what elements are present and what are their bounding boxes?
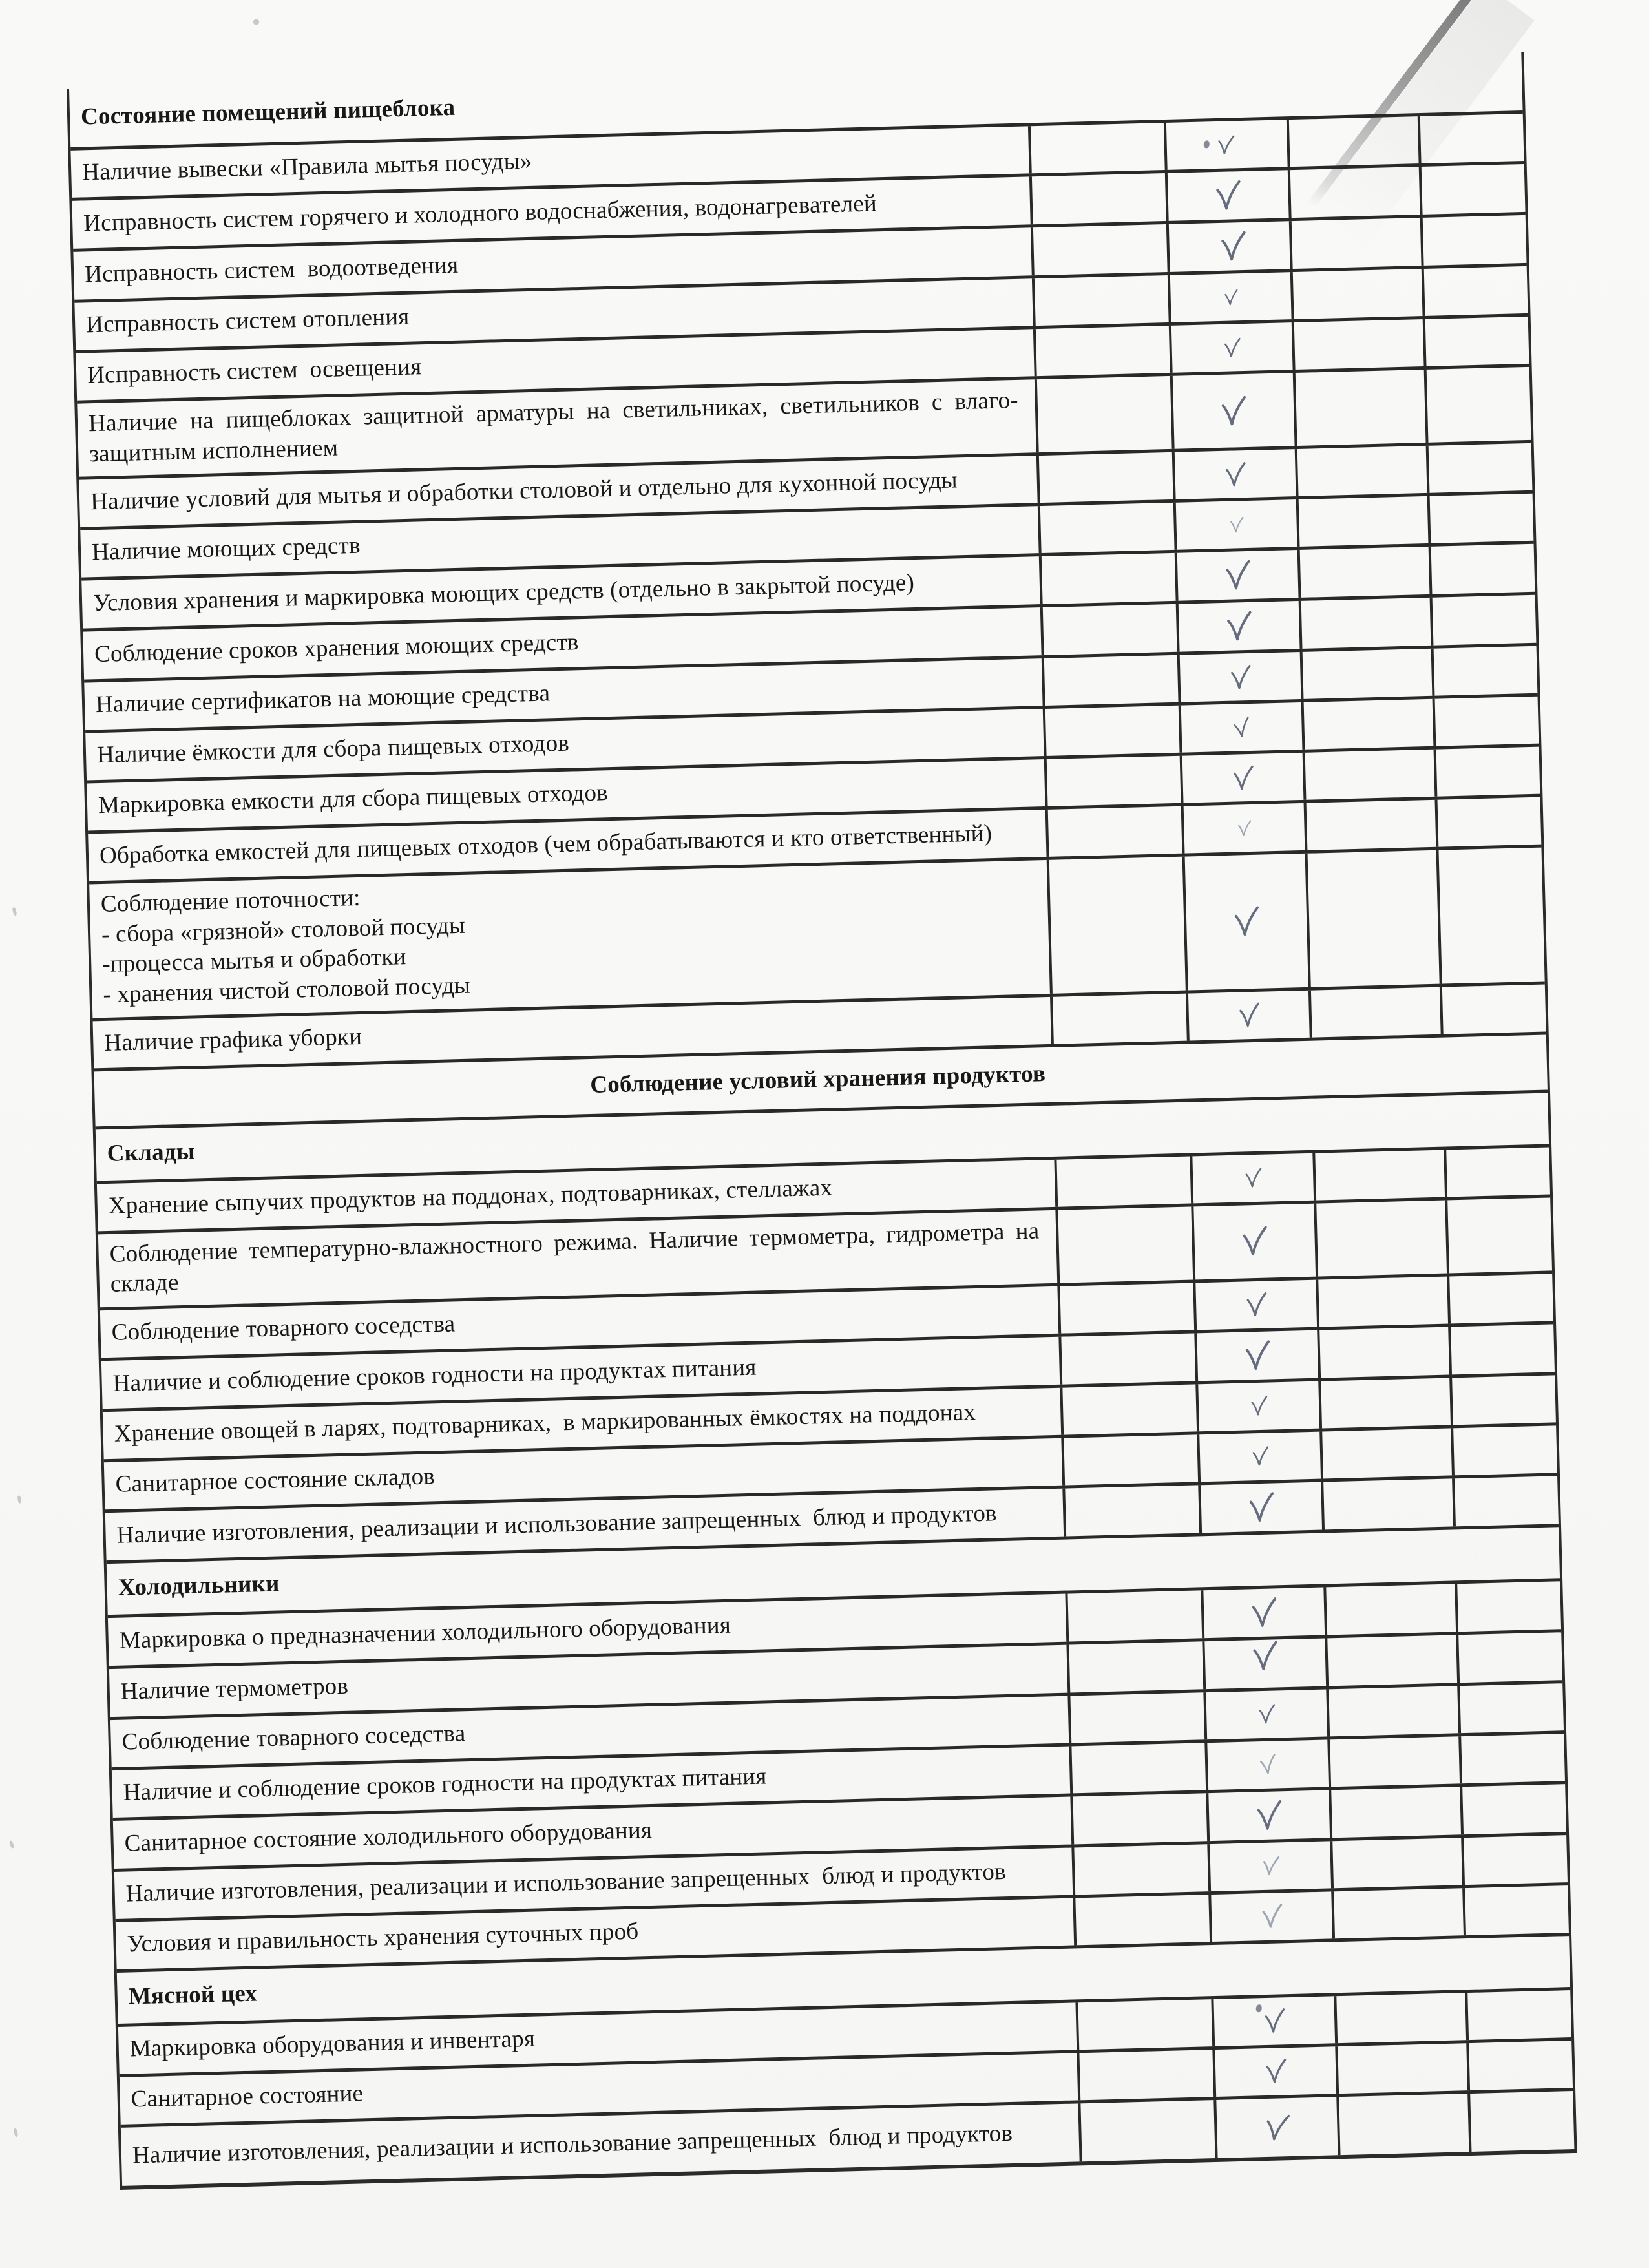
empty-value-cell bbox=[1325, 1635, 1457, 1686]
empty-value-cell bbox=[1042, 655, 1179, 706]
empty-value-cell bbox=[1295, 446, 1427, 496]
empty-value-cell bbox=[1330, 1838, 1462, 1888]
row-label: Исправность систем водоотведения bbox=[84, 251, 459, 288]
handwritten-checkmark-icon bbox=[1260, 2099, 1295, 2155]
row-label: Обработка емкостей для пищевых отходов (чем обрабатываются и кто ответственный) bbox=[99, 820, 993, 870]
empty-value-cell bbox=[1444, 1147, 1550, 1197]
empty-value-cell bbox=[1456, 1632, 1562, 1683]
empty-value-cell bbox=[1467, 2091, 1574, 2152]
empty-value-cell bbox=[1327, 1736, 1460, 1787]
handwritten-checkmark-icon bbox=[1217, 225, 1250, 268]
row-label: Наличие и соблюдение сроков годности на продуктах питания bbox=[112, 1354, 757, 1397]
handwritten-checkmark-icon bbox=[1243, 1287, 1270, 1323]
empty-value-cell bbox=[1296, 496, 1429, 547]
empty-value-cell bbox=[1423, 317, 1529, 366]
scan-speck bbox=[9, 1840, 15, 1849]
section-title: Соблюдение условий хранения продуктов bbox=[589, 1060, 1046, 1098]
empty-value-cell bbox=[1312, 1150, 1445, 1200]
check-cell bbox=[1198, 1482, 1322, 1533]
check-cell bbox=[1169, 322, 1293, 373]
handwritten-checkmark-icon bbox=[1248, 1392, 1270, 1421]
handwritten-checkmark-icon bbox=[1223, 605, 1256, 648]
empty-value-cell bbox=[1299, 598, 1431, 649]
handwritten-checkmark-icon bbox=[1212, 174, 1245, 217]
empty-value-cell bbox=[1067, 1692, 1204, 1743]
check-cell bbox=[1201, 1587, 1325, 1638]
check-cell bbox=[1194, 1330, 1318, 1381]
empty-value-cell bbox=[1447, 1274, 1553, 1323]
check-cell bbox=[1211, 1996, 1335, 2046]
check-cell bbox=[1186, 990, 1310, 1040]
row-label: Наличие изготовления, реализации и использование запрещенных блюд и продуктов bbox=[116, 1499, 998, 1549]
empty-value-cell bbox=[1060, 1384, 1197, 1434]
empty-value-cell bbox=[1323, 1584, 1456, 1635]
row-label: Маркировка емкости для сбора пищевых отходов bbox=[98, 779, 609, 819]
empty-value-cell bbox=[1427, 494, 1534, 543]
row-label: Соблюдение температурно-влажностного режима. Наличие термометра, гидрометра на складе bbox=[109, 1217, 1046, 1298]
empty-value-cell bbox=[1062, 1485, 1199, 1536]
empty-value-cell bbox=[1308, 987, 1441, 1037]
check-cell bbox=[1204, 1739, 1329, 1790]
handwritten-checkmark-icon bbox=[1230, 900, 1263, 943]
empty-value-cell bbox=[1038, 503, 1175, 553]
handwritten-checkmark-icon bbox=[1217, 389, 1250, 432]
empty-value-cell bbox=[1054, 1156, 1191, 1206]
empty-value-cell bbox=[1419, 164, 1526, 215]
empty-value-cell bbox=[1077, 2050, 1213, 2100]
check-cell bbox=[1175, 550, 1299, 601]
empty-value-cell bbox=[1057, 1283, 1194, 1333]
empty-value-cell bbox=[1040, 604, 1177, 655]
inspection-checklist-table bbox=[67, 52, 1577, 2190]
empty-value-cell bbox=[1445, 1197, 1552, 1273]
empty-value-cell bbox=[1422, 266, 1528, 316]
check-cell bbox=[1182, 854, 1308, 990]
scan-speck bbox=[17, 1495, 21, 1504]
empty-value-cell bbox=[1061, 1434, 1198, 1485]
handwritten-checkmark-icon bbox=[1255, 1700, 1277, 1729]
handwritten-checkmark-icon bbox=[1229, 712, 1255, 744]
handwritten-checkmark-icon bbox=[1242, 1164, 1264, 1193]
empty-value-cell bbox=[1420, 215, 1527, 266]
empty-value-cell bbox=[1292, 319, 1424, 370]
empty-value-cell bbox=[1418, 114, 1524, 163]
empty-value-cell bbox=[1293, 370, 1426, 446]
check-cell bbox=[1181, 803, 1305, 854]
empty-value-cell bbox=[1435, 797, 1542, 847]
section-title: Мясной цех bbox=[128, 1980, 258, 2010]
row-label: Наличие вывески «Правила мытья посуды» bbox=[81, 147, 533, 186]
scan-speck bbox=[12, 907, 17, 916]
empty-value-cell bbox=[1069, 1743, 1206, 1793]
empty-value-cell bbox=[1047, 857, 1186, 994]
empty-value-cell bbox=[1458, 1734, 1565, 1783]
check-cell bbox=[1166, 221, 1290, 272]
check-cell bbox=[1202, 1638, 1326, 1689]
section-title: Состояние помещений пищеблока bbox=[80, 94, 456, 131]
handwritten-checkmark-icon bbox=[1222, 286, 1240, 310]
empty-value-cell bbox=[1300, 649, 1433, 699]
empty-value-cell bbox=[1455, 1581, 1561, 1632]
handwritten-checkmark-icon bbox=[1241, 1334, 1274, 1377]
empty-value-cell bbox=[1334, 1993, 1466, 2043]
handwritten-checkmark-icon bbox=[1261, 2004, 1288, 2039]
row-label: Исправность систем отопления bbox=[85, 303, 410, 339]
empty-value-cell bbox=[1039, 553, 1176, 604]
handwritten-checkmark-icon bbox=[1245, 1486, 1278, 1529]
handwritten-checkmark-icon bbox=[1238, 1220, 1272, 1263]
row-label: Наличие графика уборки bbox=[103, 1023, 362, 1056]
handwritten-checkmark-icon bbox=[1221, 457, 1248, 492]
handwritten-checkmark-icon bbox=[1255, 1749, 1280, 1780]
handwritten-checkmark-icon bbox=[1228, 513, 1246, 537]
row-label: Соблюдение товарного соседства bbox=[111, 1310, 456, 1346]
check-cell bbox=[1172, 449, 1296, 499]
check-cell bbox=[1168, 272, 1292, 322]
row-label: Санитарное состояние холодильного оборудования bbox=[124, 1816, 653, 1857]
row-label: Соблюдение поточности: - сбора «грязной» столовой посуды -процесса мытья и обработки - хранения чистой столовой посуды bbox=[100, 885, 471, 1009]
empty-value-cell bbox=[1289, 218, 1422, 269]
empty-value-cell bbox=[1318, 1378, 1451, 1428]
handwritten-checkmark-icon bbox=[1235, 998, 1263, 1033]
handwritten-checkmark-icon bbox=[1259, 1851, 1282, 1880]
empty-value-cell bbox=[1073, 1895, 1210, 1945]
row-label: Хранение овощей в ларях, подтоварниках, в маркированных ёмкостях на поддонах bbox=[114, 1399, 976, 1447]
row-label: Наличие ёмкости для сбора пищевых отходов bbox=[96, 730, 570, 769]
empty-value-cell bbox=[1460, 1784, 1566, 1834]
handwritten-checkmark-icon bbox=[1258, 1899, 1285, 1935]
row-description-cell bbox=[89, 860, 1050, 1018]
row-label: Условия хранения и маркировка моющих средств (отдельно в закрытой посуде) bbox=[92, 569, 915, 617]
empty-value-cell bbox=[1440, 984, 1546, 1034]
empty-value-cell bbox=[1314, 1200, 1447, 1276]
empty-value-cell bbox=[1070, 1793, 1207, 1844]
empty-value-cell bbox=[1050, 993, 1187, 1044]
handwritten-checkmark-icon bbox=[1262, 2053, 1289, 2089]
row-label: Санитарное состояние bbox=[131, 2080, 364, 2113]
empty-value-cell bbox=[1031, 224, 1168, 275]
empty-value-cell bbox=[1036, 452, 1173, 503]
empty-value-cell bbox=[1335, 2043, 1467, 2094]
handwritten-checkmark-icon bbox=[1247, 1591, 1281, 1634]
handwritten-checkmark-icon bbox=[1221, 554, 1255, 597]
empty-value-cell bbox=[1071, 1844, 1208, 1895]
empty-value-cell bbox=[1429, 544, 1535, 594]
row-label: Хранение сыпучих продуктов на поддонах, подтоварниках, стеллажах bbox=[108, 1174, 833, 1219]
empty-value-cell bbox=[1065, 1590, 1202, 1641]
empty-value-cell bbox=[1043, 706, 1180, 756]
empty-value-cell bbox=[1055, 1206, 1193, 1283]
row-label: Санитарное состояние складов bbox=[115, 1463, 436, 1498]
empty-value-cell bbox=[1029, 173, 1166, 224]
row-label: Наличие и соблюдение сроков годности на продуктах питания bbox=[123, 1763, 767, 1806]
scan-speck bbox=[253, 19, 259, 25]
empty-value-cell bbox=[1321, 1478, 1453, 1529]
empty-value-cell bbox=[1290, 269, 1423, 319]
handwritten-checkmark-icon bbox=[1249, 1442, 1271, 1471]
empty-value-cell bbox=[1066, 1641, 1203, 1692]
empty-value-cell bbox=[1326, 1686, 1458, 1736]
row-label: Наличие изготовления, реализации и использование запрещенных блюд и продуктов bbox=[125, 1858, 1007, 1907]
check-cell bbox=[1197, 1431, 1321, 1482]
empty-value-cell bbox=[1075, 1999, 1212, 2050]
row-label: Наличие на пищеблоках защитной арматуры на светильниках, светильников с влаго-защитным исполнением bbox=[88, 386, 1019, 467]
empty-value-cell bbox=[1303, 750, 1435, 800]
check-cell bbox=[1177, 652, 1301, 702]
empty-value-cell bbox=[1448, 1324, 1555, 1374]
row-label: Наличие условий для мытья и обработки столовой и отдельно для кухонной посуды bbox=[90, 467, 958, 516]
empty-value-cell bbox=[1331, 1888, 1464, 1938]
empty-value-cell bbox=[1431, 646, 1538, 696]
row-label: Исправность систем освещения bbox=[87, 353, 422, 389]
empty-value-cell bbox=[1436, 848, 1544, 983]
check-cell bbox=[1191, 1203, 1316, 1279]
check-cell bbox=[1195, 1381, 1319, 1431]
check-cell bbox=[1180, 753, 1304, 803]
handwritten-checkmark-icon bbox=[1248, 1634, 1282, 1677]
check-cell bbox=[1207, 1841, 1331, 1891]
empty-value-cell bbox=[1033, 326, 1170, 376]
check-cell bbox=[1176, 601, 1300, 652]
empty-value-cell bbox=[1462, 1885, 1569, 1935]
handwritten-checkmark-icon bbox=[1215, 131, 1237, 160]
check-cell bbox=[1212, 2046, 1336, 2097]
row-label: Условия и правильность хранения суточных проб bbox=[127, 1918, 639, 1958]
empty-value-cell bbox=[1028, 123, 1165, 173]
empty-value-cell bbox=[1032, 275, 1169, 326]
check-cell bbox=[1203, 1689, 1327, 1739]
empty-value-cell bbox=[1336, 2094, 1469, 2155]
check-cell bbox=[1170, 373, 1295, 449]
empty-value-cell bbox=[1329, 1787, 1461, 1838]
row-label: Маркировка оборудования и инвентаря bbox=[129, 2025, 536, 2063]
empty-value-cell bbox=[1045, 806, 1182, 857]
row-label: Наличие сертификатов на моющие средства bbox=[95, 680, 551, 719]
handwritten-checkmark-icon bbox=[1221, 333, 1243, 362]
check-cell bbox=[1179, 702, 1303, 753]
empty-value-cell bbox=[1301, 699, 1434, 750]
row-label: Соблюдение сроков хранения моющих средств bbox=[94, 629, 580, 668]
section-title: Холодильники bbox=[118, 1570, 280, 1601]
empty-value-cell bbox=[1035, 376, 1172, 452]
empty-value-cell bbox=[1465, 1990, 1571, 2040]
empty-value-cell bbox=[1304, 800, 1436, 850]
row-label: Наличие термометров bbox=[120, 1672, 349, 1705]
empty-value-cell bbox=[1319, 1428, 1452, 1478]
empty-value-cell bbox=[1044, 756, 1181, 806]
empty-value-cell bbox=[1288, 167, 1420, 218]
empty-value-cell bbox=[1457, 1683, 1564, 1733]
row-label: Исправность систем горячего и холодного водоснабжения, водонагревателей bbox=[83, 190, 877, 237]
empty-value-cell bbox=[1305, 850, 1440, 987]
empty-value-cell bbox=[1430, 595, 1537, 646]
empty-value-cell bbox=[1424, 367, 1531, 443]
empty-value-cell bbox=[1452, 1476, 1559, 1526]
section-title: Склады bbox=[107, 1138, 196, 1167]
check-cell bbox=[1213, 2097, 1338, 2158]
ink-dot bbox=[1204, 140, 1210, 148]
empty-value-cell bbox=[1451, 1425, 1557, 1475]
empty-value-cell bbox=[1317, 1327, 1449, 1378]
check-cell bbox=[1190, 1153, 1314, 1203]
check-cell bbox=[1206, 1790, 1330, 1841]
empty-value-cell bbox=[1297, 547, 1430, 598]
empty-value-cell bbox=[1316, 1276, 1448, 1327]
handwritten-checkmark-icon bbox=[1235, 817, 1254, 841]
empty-value-cell bbox=[1449, 1375, 1556, 1425]
check-cell bbox=[1165, 170, 1289, 221]
empty-value-cell bbox=[1426, 443, 1533, 493]
handwritten-checkmark-icon bbox=[1252, 1794, 1286, 1837]
empty-value-cell bbox=[1466, 2041, 1573, 2090]
check-cell bbox=[1193, 1280, 1317, 1330]
scan-speck bbox=[14, 2128, 19, 2137]
row-label: Соблюдение товарного соседства bbox=[121, 1720, 466, 1756]
check-cell bbox=[1164, 120, 1288, 170]
check-cell bbox=[1208, 1891, 1332, 1942]
row-label: Наличие моющих средств bbox=[91, 532, 361, 566]
check-cell bbox=[1173, 499, 1297, 550]
empty-value-cell bbox=[1078, 2100, 1215, 2161]
row-label: Наличие изготовления, реализации и использование запрещенных блюд и продуктов bbox=[132, 2119, 1013, 2169]
row-label: Маркировка о предназначении холодильного оборудования bbox=[119, 1612, 731, 1654]
empty-value-cell bbox=[1287, 116, 1419, 167]
handwritten-checkmark-icon bbox=[1226, 660, 1254, 695]
empty-value-cell bbox=[1058, 1333, 1195, 1384]
handwritten-checkmark-icon bbox=[1229, 760, 1256, 795]
empty-value-cell bbox=[1433, 697, 1539, 746]
empty-value-cell bbox=[1461, 1835, 1568, 1885]
empty-value-cell bbox=[1434, 747, 1540, 797]
